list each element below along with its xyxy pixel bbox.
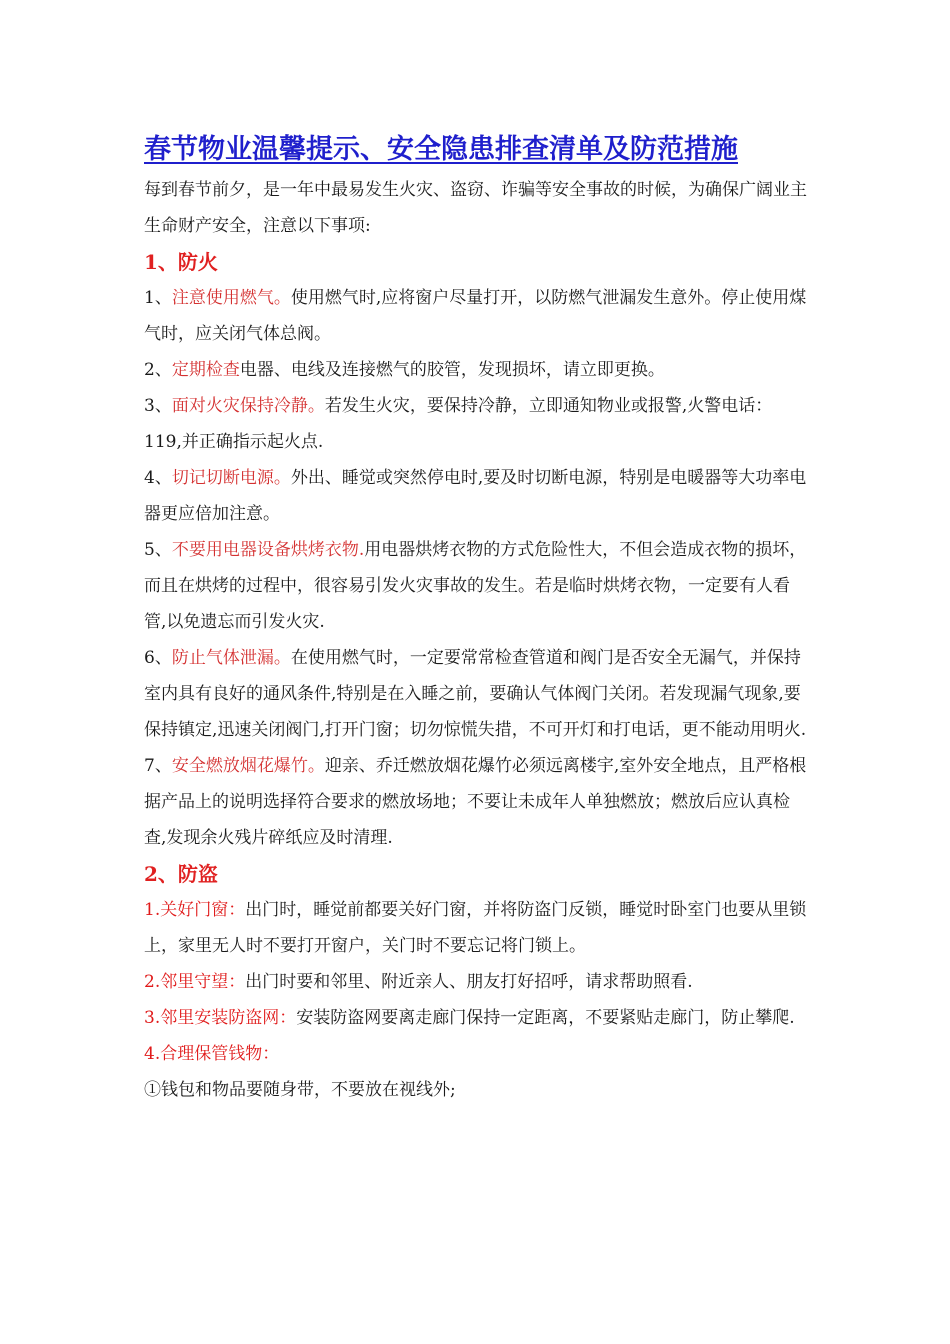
item-label: 不要用电器设备烘烤衣物.: [171, 540, 365, 560]
item-text: 迎亲、乔迁燃放烟花爆竹必须远离楼宇,室外安全地点，且严格根据产品上的说明选择符合要求的燃放场地；不要让未成年人单独燃放；燃放后应认真检查,发现余火残片碎纸应及时清理.: [144, 756, 807, 848]
item-label: 面对火灾保持冷静。: [171, 396, 325, 416]
item-label: 防止气体泄漏。: [171, 648, 291, 668]
item-text: 外出、睡觉或突然停电时,要及时切断电源，特别是电暖器等大功率电器更应倍加注意。: [144, 468, 807, 524]
fire-item-4: [144, 460, 808, 532]
item-text: 使用燃气时,应将窗户尽量打开，以防燃气泄漏发生意外。停止使用煤气时，应关闭气体总阀。: [144, 288, 807, 344]
item-label: 1.关好门窗：: [144, 900, 246, 920]
fire-item-5: [144, 532, 808, 640]
section-fire: [144, 244, 808, 856]
item-text: 出门时，睡觉前都要关好门窗，并将防盗门反锁，睡觉时卧室门也要从里锁上，家里无人时不要打开窗户，关门时不要忘记将门锁上。: [144, 900, 807, 956]
item-text: 在使用燃气时，一定要常常检查管道和阀门是否安全无漏气，并保持室内具有良好的通风条件,特别是在入睡之前，要确认气体阀门关闭。若发现漏气现象,要保持镇定,迅速关闭阀门,打开门窗；切勿惊慌失措，不可开灯和打电话，更不能动用明火.: [144, 648, 807, 740]
intro-paragraph: 每到春节前夕，是一年中最易发生火灾、盗窃、诈骗等安全事故的时候，为确保广阔业主生命财产安全，注意以下事项:: [144, 180, 807, 236]
section-heading-fire: 1、防火: [144, 250, 218, 274]
section-heading-theft: 2、防盗: [144, 862, 218, 886]
theft-item-1: [144, 892, 808, 964]
item-label: 注意使用燃气。: [171, 288, 291, 308]
theft-item-3: [144, 1000, 808, 1036]
item-text: 出门时要和邻里、附近亲人、朋友打好招呼，请求帮助照看.: [245, 972, 693, 992]
fire-item-2: [144, 352, 808, 388]
item-text: 若发生火灾，要保持冷静，立即通知物业或报警,火警电话：119,并正确指示起火点.: [144, 396, 773, 452]
theft-subitem-1: [144, 1072, 808, 1108]
item-number: 4、: [144, 468, 172, 488]
item-label: 安全燃放烟花爆竹。: [171, 756, 325, 776]
item-number: 5、: [144, 540, 172, 560]
theft-item-4: [144, 1036, 808, 1072]
item-text: 安装防盗网要离走廊门保持一定距离，不要紧贴走廊门，防止攀爬.: [296, 1008, 795, 1028]
item-text: 电器、电线及连接燃气的胶管，发现损坏，请立即更换。: [239, 360, 665, 380]
item-number: 6、: [144, 648, 172, 668]
fire-item-6: [144, 640, 808, 748]
fire-item-7: [144, 748, 808, 856]
item-number: 1、: [144, 288, 172, 308]
page-title: 春节物业温馨提示、安全隐患排查清单及防范措施: [144, 134, 738, 165]
item-number: 7、: [144, 756, 172, 776]
item-label: 4.合理保管钱物：: [144, 1044, 280, 1064]
item-label: 3.邻里安装防盗网：: [144, 1008, 297, 1028]
item-number: 3、: [144, 396, 172, 416]
item-text: 用电器烘烤衣物的方式危险性大，不但会造成衣物的损坏，而且在烘烤的过程中，很容易引发火灾事故的发生。若是临时烘烤衣物，一定要有人看管,以免遗忘而引发火灾.: [144, 540, 807, 632]
section-theft: [144, 856, 808, 1108]
item-text: ①钱包和物品要随身带，不要放在视线外;: [144, 1080, 456, 1100]
item-label: 切记切断电源。: [171, 468, 291, 488]
item-label: 2.邻里守望：: [144, 972, 246, 992]
theft-item-2: [144, 964, 808, 1000]
item-number: 2、: [144, 360, 172, 380]
document-page: [144, 130, 808, 1108]
item-label: 定期检查: [171, 360, 240, 380]
fire-item-3: [144, 388, 808, 460]
fire-item-1: [144, 280, 808, 352]
